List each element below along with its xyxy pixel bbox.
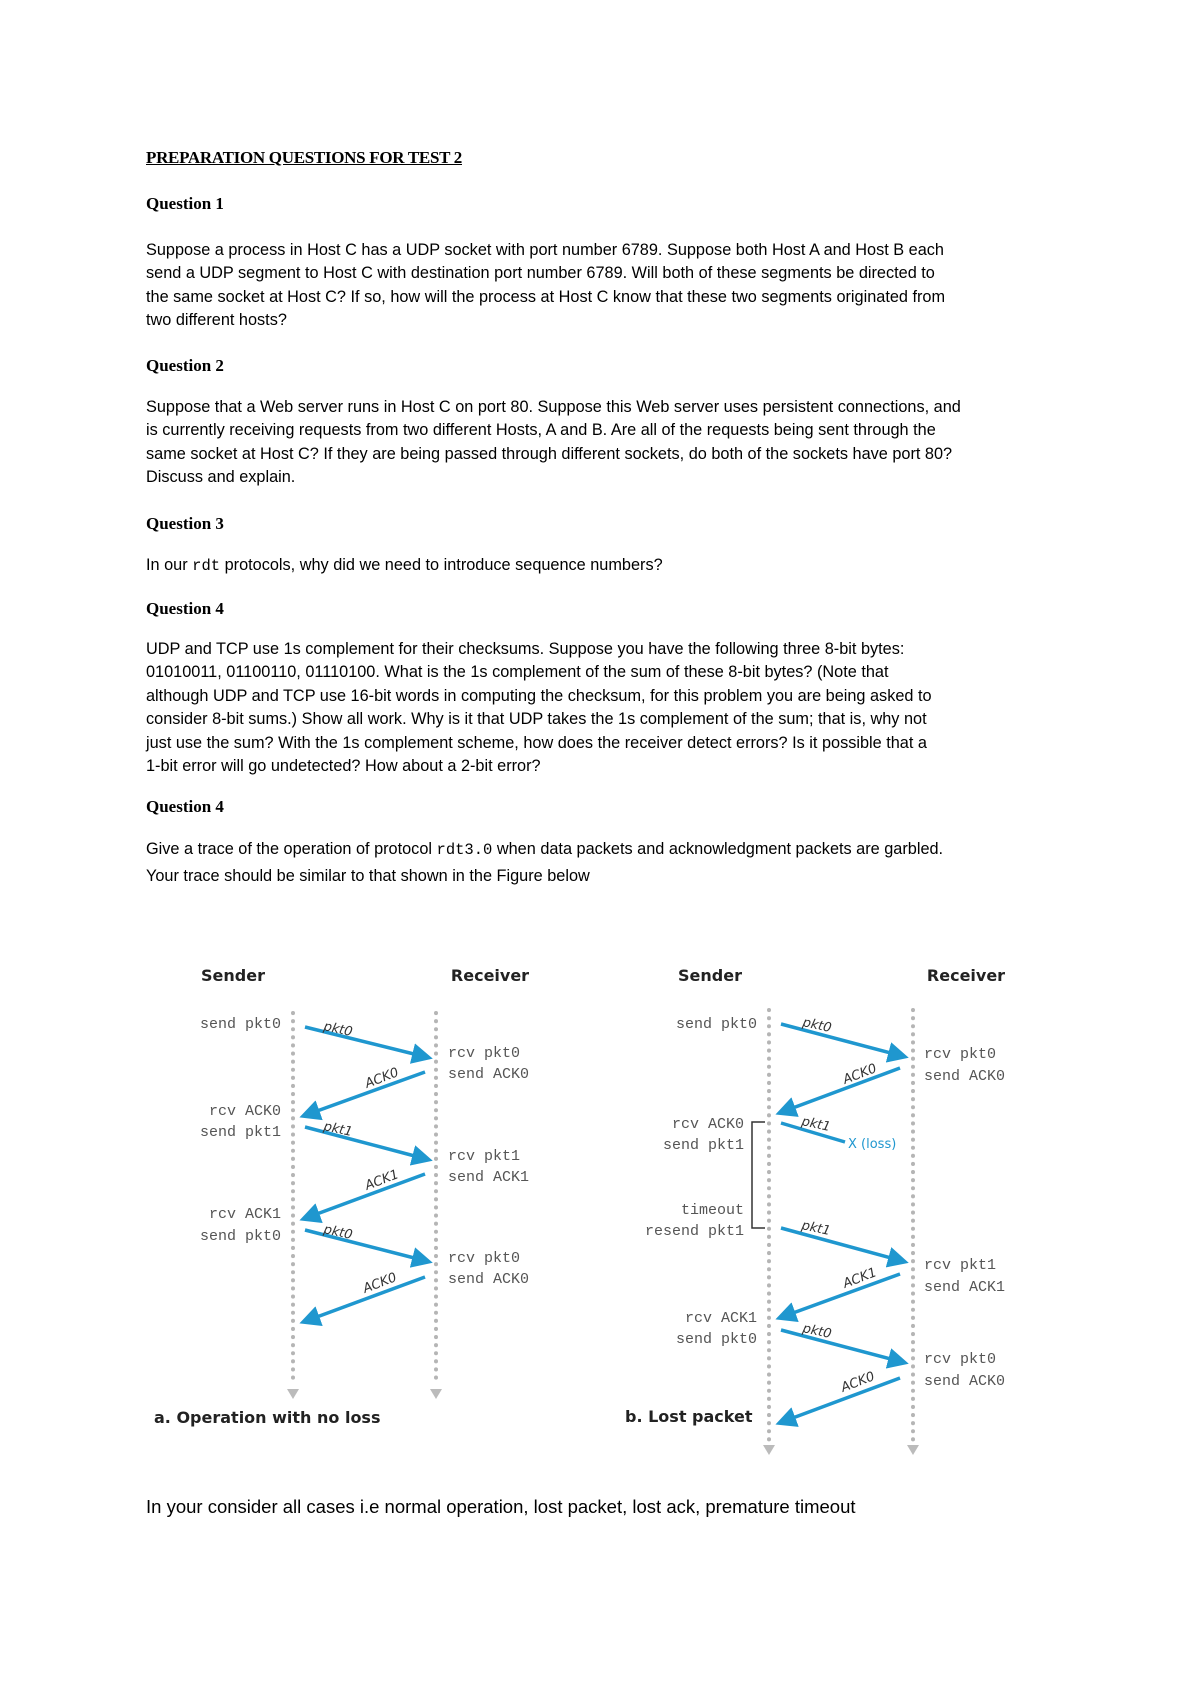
message-label: pkt0: [322, 1222, 354, 1243]
final-note: In your consider all cases i.e normal operation, lost packet, lost ack, premature timeout: [146, 1496, 856, 1517]
figure-caption-a: a. Operation with no loss: [154, 1408, 381, 1427]
sender-event: send pkt0: [199, 1016, 281, 1033]
receiver-event: rcv pkt0: [924, 1351, 997, 1368]
text-line: just use the sum? With the 1s complement scheme, how does the receiver detect errors? Is it possible that a: [146, 733, 927, 752]
message-arrow: [781, 1228, 902, 1261]
text-line: Discuss and explain.: [146, 468, 296, 487]
sender-event: send pkt0: [199, 1228, 281, 1245]
receiver-event: rcv pkt1: [924, 1257, 997, 1274]
sender-event: rcv ACK1: [208, 1206, 281, 1223]
loss-label: X (loss): [848, 1137, 897, 1152]
receiver-event: send ACK0: [924, 1068, 1006, 1085]
message-label: ACK0: [361, 1270, 399, 1297]
receiver-event: send ACK1: [924, 1279, 1006, 1296]
sender-header: Sender: [678, 966, 742, 985]
message-label: pkt1: [322, 1119, 354, 1140]
message-label: ACK1: [841, 1265, 879, 1292]
text-line: same socket at Host C? If they are being passed through different sockets, do both of the sockets have port 80?: [146, 444, 953, 463]
message-label: ACK0: [363, 1065, 401, 1092]
figure-caption-b: b. Lost packet: [625, 1407, 753, 1426]
text-line: although UDP and TCP use 16-bit words in computing the checksum, for this problem you are being asked to: [146, 686, 932, 705]
diagram-no-loss: [154, 966, 529, 1427]
timeline-arrow-icon: [907, 1445, 919, 1455]
sender-event: resend pkt1: [644, 1223, 744, 1240]
text-line: Suppose that a Web server runs in Host C on port 80. Suppose this Web server uses persistent connections, and: [146, 398, 961, 416]
receiver-event: send ACK0: [448, 1066, 530, 1083]
text: when data packets and acknowledgment packets are garbled.: [492, 840, 944, 858]
text-line: consider 8-bit sums.) Show all work. Why is it that UDP takes the 1s complement of the sum; that is, why not: [146, 710, 927, 729]
timeout-bracket: [752, 1122, 765, 1228]
receiver-event: send ACK0: [448, 1271, 530, 1288]
timeline-arrow-icon: [287, 1389, 299, 1399]
question-5-heading: Question 4: [146, 797, 224, 816]
message-label: pkt0: [801, 1015, 833, 1036]
question-3-heading: Question 3: [146, 514, 224, 533]
message-label: pkt0: [801, 1321, 833, 1342]
text-line: is currently receiving requests from two different Hosts, A and B. Are all of the requests being sent through the: [146, 421, 936, 440]
receiver-header: Receiver: [926, 966, 1006, 985]
message-label: pkt0: [322, 1019, 354, 1040]
sender-event: send pkt1: [199, 1124, 281, 1141]
page-title: PREPARATION QUESTIONS FOR TEST 2: [146, 148, 462, 167]
receiver-event: send ACK1: [448, 1169, 530, 1186]
receiver-event: send ACK0: [924, 1373, 1006, 1390]
sender-header: Sender: [201, 966, 265, 985]
diagram-lost-packet: [625, 966, 1005, 1455]
message-label: ACK0: [839, 1369, 877, 1396]
sender-event: rcv ACK0: [208, 1103, 281, 1120]
text-line: Suppose a process in Host C has a UDP socket with port number 6789. Suppose both Host A and Host B each: [146, 241, 944, 259]
message-arrow: [782, 1274, 900, 1317]
text-line: two different hosts?: [146, 311, 287, 330]
message-label: ACK1: [363, 1167, 401, 1194]
text-line: 1-bit error will go undetected? How about a 2-bit error?: [146, 757, 541, 776]
sender-event: send pkt1: [662, 1137, 744, 1154]
sender-event: send pkt0: [675, 1331, 757, 1348]
text: Give a trace of the operation of protocol: [146, 840, 437, 858]
message-arrow: [781, 1330, 902, 1362]
question-2-heading: Question 2: [146, 356, 224, 375]
receiver-event: rcv pkt0: [448, 1045, 521, 1062]
sender-event: rcv ACK0: [671, 1116, 744, 1133]
text-line: UDP and TCP use 1s complement for their checksums. Suppose you have the following three 8-bit bytes:: [146, 640, 905, 658]
question-1-heading: Question 1: [146, 194, 224, 213]
receiver-header: Receiver: [450, 966, 530, 985]
message-arrow: [781, 1024, 902, 1056]
code-text: rdt: [192, 557, 221, 575]
question-4-heading: Question 4: [146, 599, 224, 618]
timeline-arrow-icon: [430, 1389, 442, 1399]
text: In our: [146, 556, 193, 574]
sender-event: send pkt0: [675, 1016, 757, 1033]
message-label: pkt1: [800, 1114, 832, 1135]
text-line: send a UDP segment to Host C with destination port number 6789. Will both of these segments be directed to: [146, 264, 935, 283]
text: protocols, why did we need to introduce sequence numbers?: [220, 556, 663, 574]
text-line: 01010011, 01100110, 01110100. What is the 1s complement of the sum of these 8-bit bytes? (Note that: [146, 663, 889, 682]
sender-event: timeout: [680, 1202, 744, 1219]
sender-event: rcv ACK1: [684, 1310, 757, 1327]
message-label: ACK0: [841, 1061, 879, 1088]
receiver-event: rcv pkt0: [448, 1250, 521, 1267]
receiver-event: rcv pkt0: [924, 1046, 997, 1063]
timeline-arrow-icon: [763, 1445, 775, 1455]
message-label: pkt1: [800, 1218, 832, 1239]
receiver-event: rcv pkt1: [448, 1148, 521, 1165]
code-text: rdt3.0: [436, 841, 493, 859]
text-line: Your trace should be similar to that shown in the Figure below: [146, 867, 590, 885]
text-line: the same socket at Host C? If so, how will the process at Host C know that these two segments originated from: [146, 287, 946, 306]
